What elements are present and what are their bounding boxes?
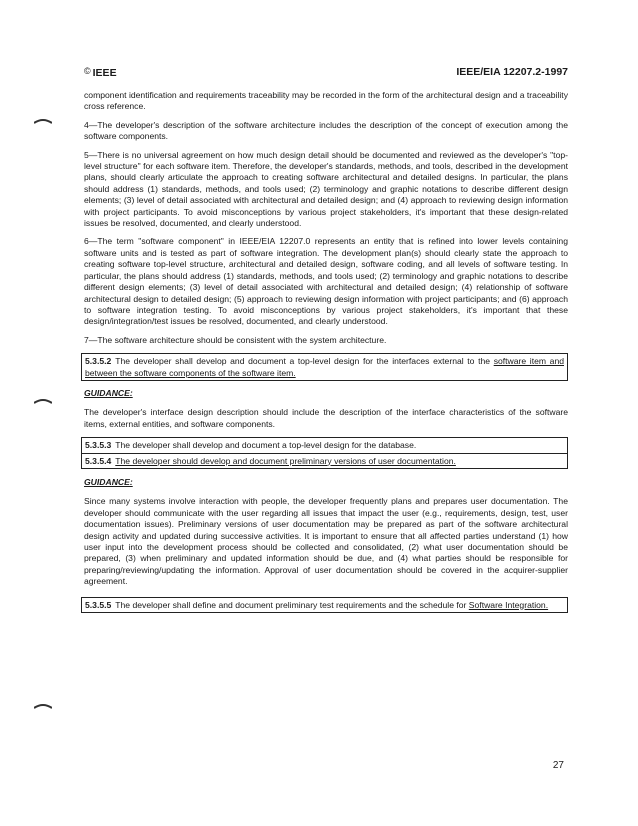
- margin-mark-icon: [34, 703, 52, 709]
- header-standard-number: IEEE/EIA 12207.2-1997: [456, 66, 568, 78]
- clause-5-3-5-4: [81, 453, 568, 469]
- clause-number: 5.3.5.3: [85, 440, 112, 451]
- margin-mark-icon: [34, 118, 52, 124]
- clause-text-underlined: software item and between the software components of the software item.: [85, 356, 565, 378]
- note-7: 7—The software architecture should be consistent with the system architecture.: [84, 334, 387, 345]
- header-left: [84, 66, 117, 79]
- clause-5-3-5-3: [81, 437, 568, 453]
- page-body: [84, 90, 568, 620]
- guidance-text: Since many systems involve interaction with people, the developer frequently plans and prepares user documentation. The developer should communicate with the user regarding all issues that impact the user (e.g., requirements, design, test, user documentation issues). Preliminary versions of user documentation may be prepared as part of the software architectural design activity and updated during successive activities. It is important to ensure that all affected parties understand (1) how user input into the development process should be collected and consolidated, (2) what user documentation should be prepared, (3) when preliminary and updated information should be due, and (4) what parties should be responsible for preparing/reviewing/updating the information. Approval of user documentation should be covered in the acquirer-supplier agreement.: [84, 496, 568, 587]
- clause-number: 5.3.5.2: [85, 356, 112, 367]
- clause-5-3-5-2: [81, 353, 568, 381]
- copyright-symbol: ©: [84, 66, 91, 76]
- header-publisher: IEEE: [92, 67, 117, 79]
- guidance-text: The developer's interface design description should include the description of the interface characteristics of the software items, external entities, and software components.: [84, 407, 568, 429]
- clause-text: The developer shall develop and document a top-level design for the database.: [115, 440, 417, 451]
- clause-5-3-5-5: [81, 597, 568, 613]
- margin-mark-icon: [34, 398, 52, 404]
- note-6: 6—The term "software component" in IEEE/EIA 12207.0 represents an entity that is refined into lower levels containing software units and is tested as part of software integration. The development plan(s) should clearly state the approach to creating software top-level structure, architectural and detailed design, software coding, and all levels of software testing. In particular, the plans should address (1) standards, methods, and tools used; (2) terminology and graphic notations to describe different design elements; (3) level of detail associated with architectural and detailed design; (4) relationship of software architectural design to detailed design; (5) approach to reviewing design information with project participants; and (6) approach to software integration testing. To avoid misconceptions by various project stakeholders, it's important that these design/integration/test issues be resolved, documented, and clearly understood.: [84, 236, 568, 327]
- clause-text-underlined: The developer should develop and document preliminary versions of user documentation.: [115, 455, 456, 466]
- clause-text: The developer shall develop and document a top-level design for the interfaces external to the: [115, 356, 494, 367]
- clause-number: 5.3.5.5: [85, 599, 112, 610]
- guidance-heading: GUIDANCE:: [84, 476, 133, 487]
- page-number: 27: [552, 760, 564, 771]
- note-4: 4—The developer's description of the software architecture includes the description of the concept of execution among the software components.: [84, 119, 568, 142]
- clause-text: The developer shall define and document preliminary test requirements and the schedule for: [115, 599, 469, 610]
- paragraph-continuation: component identification and requirements traceability may be recorded in the form of the architectural design and a traceability cross reference.: [84, 90, 568, 112]
- guidance-heading: GUIDANCE:: [84, 387, 133, 398]
- clause-text-underlined: Software Integration.: [468, 599, 549, 610]
- clause-number: 5.3.5.4: [85, 455, 112, 466]
- note-5: 5—There is no universal agreement on how much design detail should be documented and reviewed as the developer's "top-level structure" for each software item. Therefore, the developer's standards, methods, and tools, described in the development plans, should clearly articulate the approach to creating software architectural and detailed designs. In particular, the plans should address (1) standards, methods, and tools used; (2) terminology and graphic notations to describe different design elements; (3) level of detail associated with architectural and detailed design; and (4) approach to reviewing design information with project participants. To avoid misconceptions by various project stakeholders, it's important that these design-related issues be resolved, documented, and clearly understood.: [84, 149, 568, 229]
